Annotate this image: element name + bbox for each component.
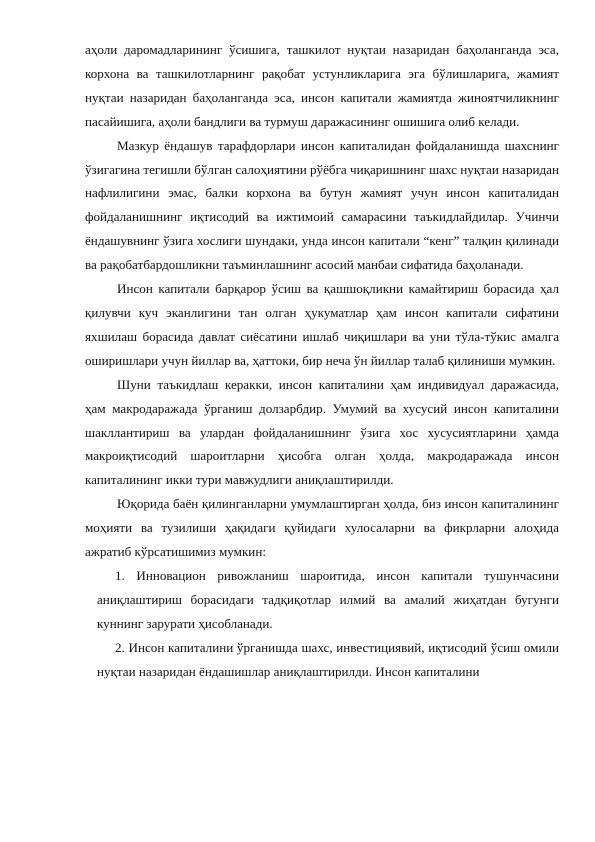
list-item: 2. Инсон капиталини ўрганишда шахс, инвестициявий, иқтисодий ўсиш омили нуқтаи назаридан ёндашишлар аниқлаштирилди. Инсон капиталини bbox=[97, 639, 559, 679]
paragraph: Инсон капитали барқарор ўсиш ва қашшоқликни камайтириш борасида ҳал қилувчи куч эканлигини тан олган ҳукуматлар ҳам инсон капитали сифатини яхшилаш борасида давлат сиёсатини ишлаб чиқишлари ва уни тўла-тўкис амалга оширишлари учун йиллар ва, ҳаттоки, бир неча ўн йиллар талаб қилиниши мумкин. bbox=[85, 281, 559, 368]
paragraph: Шуни таъкидлаш керакки, инсон капиталини ҳам индивидуал даражасида, ҳам макродаражада ўрганиш долзарбдир. Умумий ва хусусий инсон капиталини шакллантириш ва улардан фойдаланишнинг ўзига хос хусусиятларини ҳамда макроиқтисодий шароитларни ҳисобга олган ҳолда, макродаражада инсон капиталининг икки тури мавжудлиги аниқлаштирилди. bbox=[85, 376, 559, 488]
document-page bbox=[85, 38, 559, 683]
paragraph: Юқорида баён қилинганларни умумлаштирган ҳолда, биз инсон капиталининг моҳияти ва тузилиши ҳақидаги қуйидаги хулосаларни ва фикрларни алоҳида ажратиб кўрсатишимиз мумкин: bbox=[85, 496, 559, 560]
paragraph-continuation: аҳоли даромадларининг ўсишига, ташкилот нуқтаи назаридан баҳоланганда эса, корхона ва ташкилотларнинг рақобат устунликларига эга бўлишларига, жамият нуқтаи назаридан баҳоланганда эса, инсон капитали жамиятда жиноятчиликнинг пасайишига, аҳоли бандлиги ва турмуш даражасининг ошишига олиб келади. bbox=[85, 42, 559, 129]
list-item: 1. Инновацион ривожланиш шароитида, инсон капитали тушунчасини аниқлаштириш борасидаги тадқиқотлар илмий ва амалий жиҳатдан бугунги куннинг зарурати ҳисобланади. bbox=[97, 567, 559, 631]
paragraph: Мазкур ёндашув тарафдорлари инсон капиталидан фойдаланишда шахснинг ўзигагина тегишли бўлган салоҳиятини рўёбга чиқаришнинг шахс нуқтаи назаридан нафлилигини эмас, балки корхона ва бутун жамият учун инсон капиталидан фойдаланишнинг иқтисодий ва ижтимоий самарасини таъкидлайдилар. Учинчи ёндашувнинг ўзига хослиги шундаки, унда инсон капитали “кенг” талқин қилинади ва рақобатбардошликни таъминлашнинг асосий манбаи сифатида баҳоланади. bbox=[85, 137, 559, 273]
